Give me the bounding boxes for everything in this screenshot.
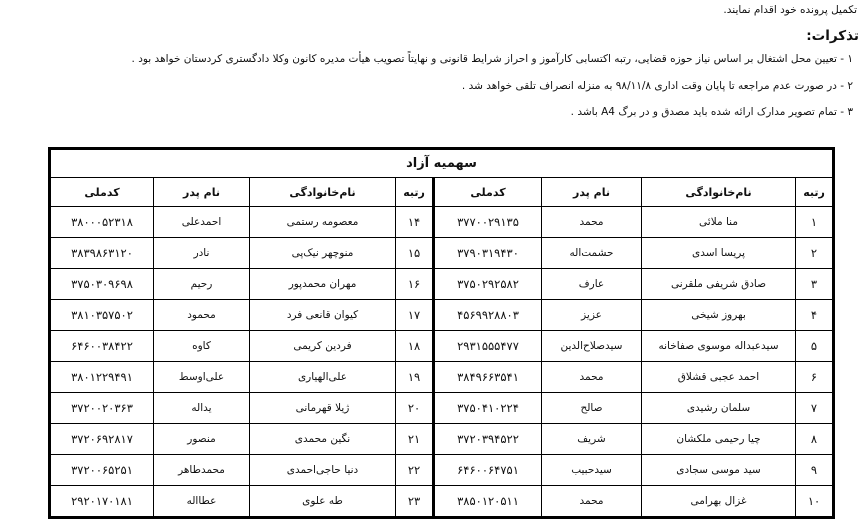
notes-title: تذکرات:: [806, 28, 859, 44]
rank-cell: ۱۸: [396, 331, 434, 362]
father-name-cell: صالح: [542, 393, 642, 424]
surname-cell: طه علوی: [250, 486, 396, 518]
surname-cell: مهران محمدپور: [250, 269, 396, 300]
national-code-cell: ۳۷۷۰۰۲۹۱۳۵: [434, 207, 542, 238]
father-name-cell: علی‌اوسط: [154, 362, 250, 393]
table-caption: سهمیه آزاد: [50, 149, 834, 178]
surname-cell: ژیلا قهرمانی: [250, 393, 396, 424]
father-name-cell: عارف: [542, 269, 642, 300]
surname-cell: کیوان قانعی فرد: [250, 300, 396, 331]
rank-cell: ۴: [796, 300, 834, 331]
table-row: [50, 300, 834, 331]
note-1: ۱ - تعیین محل اشتغال بر اساس نیاز حوزه قضایی، رتبه اکتسابی کارآموز و احراز شرایط قانونی و نهایتاً تصویب هیأت مدیره کانون وکلا دادگستری کردستان خواهد بود .: [131, 53, 853, 65]
table-row: [50, 207, 834, 238]
rank-cell: ۹: [796, 455, 834, 486]
national-code-cell: ۳۷۵۰۳۰۹۶۹۸: [50, 269, 154, 300]
rank-cell: ۸: [796, 424, 834, 455]
national-code-cell: ۲۹۲۰۱۷۰۱۸۱: [50, 486, 154, 518]
national-code-cell: ۳۷۵۰۴۱۰۲۲۴: [434, 393, 542, 424]
rank-cell: ۲۱: [396, 424, 434, 455]
national-code-cell: ۳۷۲۰۳۹۴۵۲۲: [434, 424, 542, 455]
father-name-cell: سیدحبیب: [542, 455, 642, 486]
national-code-cell: ۳۸۴۹۶۶۳۵۴۱: [434, 362, 542, 393]
table-row: [50, 362, 834, 393]
column-header: رتبه: [796, 178, 834, 207]
surname-cell: احمد عجبی قشلاق: [642, 362, 796, 393]
rank-cell: ۵: [796, 331, 834, 362]
father-name-cell: حشمت‌اله: [542, 238, 642, 269]
surname-cell: نگین محمدی: [250, 424, 396, 455]
column-header: نام پدر: [154, 178, 250, 207]
father-name-cell: محمد: [542, 486, 642, 518]
national-code-cell: ۴۵۶۹۹۲۸۸۰۳: [434, 300, 542, 331]
national-code-cell: ۳۸۳۹۸۶۳۱۲۰: [50, 238, 154, 269]
father-name-cell: منصور: [154, 424, 250, 455]
surname-cell: پریسا اسدی: [642, 238, 796, 269]
surname-cell: غزال بهرامی: [642, 486, 796, 518]
national-code-cell: ۳۸۰۱۲۲۹۴۹۱: [50, 362, 154, 393]
national-code-cell: ۳۸۰۰۰۵۲۳۱۸: [50, 207, 154, 238]
rank-cell: ۲۰: [396, 393, 434, 424]
column-header: نام‌خانوادگی: [642, 178, 796, 207]
father-name-cell: شریف: [542, 424, 642, 455]
table-header-row: [50, 178, 834, 207]
rank-cell: ۱۴: [396, 207, 434, 238]
father-name-cell: محمدطاهر: [154, 455, 250, 486]
rank-cell: ۱۵: [396, 238, 434, 269]
national-code-cell: ۳۷۹۰۳۱۹۴۳۰: [434, 238, 542, 269]
surname-cell: سلمان رشیدی: [642, 393, 796, 424]
surname-cell: علی‌الهیاری: [250, 362, 396, 393]
father-name-cell: عزیز: [542, 300, 642, 331]
national-code-cell: ۲۹۳۱۵۵۵۴۷۷: [434, 331, 542, 362]
surname-cell: سید موسی سجادی: [642, 455, 796, 486]
rank-cell: ۷: [796, 393, 834, 424]
father-name-cell: نادر: [154, 238, 250, 269]
intro-text: تکمیل پرونده خود اقدام نمایند.: [723, 4, 857, 16]
table-row: [50, 393, 834, 424]
note-3: ۳ - تمام تصویر مدارک ارائه شده باید مصدق و در برگ A4 باشد .: [570, 106, 853, 118]
father-name-cell: یداله: [154, 393, 250, 424]
surname-cell: دنیا حاجی‌احمدی: [250, 455, 396, 486]
surname-cell: چیا رحیمی ملکشان: [642, 424, 796, 455]
surname-cell: بهروز شیخی: [642, 300, 796, 331]
national-code-cell: ۳۷۲۰۶۹۲۸۱۷: [50, 424, 154, 455]
father-name-cell: کاوه: [154, 331, 250, 362]
surname-cell: سیدعبداله موسوی صفاخانه: [642, 331, 796, 362]
column-header: کدملی: [50, 178, 154, 207]
rank-cell: ۲۳: [396, 486, 434, 518]
surname-cell: منا ملائی: [642, 207, 796, 238]
column-header: رتبه: [396, 178, 434, 207]
national-code-cell: ۳۷۲۰۰۲۰۳۶۳: [50, 393, 154, 424]
father-name-cell: سیدصلاح‌الدین: [542, 331, 642, 362]
rank-cell: ۱۹: [396, 362, 434, 393]
table-row: [50, 331, 834, 362]
surname-cell: منوچهر نیک‌پی: [250, 238, 396, 269]
surname-cell: معصومه رستمی: [250, 207, 396, 238]
free-quota-table: [48, 147, 835, 519]
rank-cell: ۱: [796, 207, 834, 238]
father-name-cell: محمد: [542, 362, 642, 393]
father-name-cell: رحیم: [154, 269, 250, 300]
note-2: ۲ - در صورت عدم مراجعه تا پایان وقت اداری ۹۸/۱۱/۸ به منزله انصراف تلقی خواهد شد .: [461, 80, 853, 92]
rank-cell: ۱۶: [396, 269, 434, 300]
national-code-cell: ۶۴۶۰۰۶۴۷۵۱: [434, 455, 542, 486]
column-header: نام‌خانوادگی: [250, 178, 396, 207]
father-name-cell: عطااله: [154, 486, 250, 518]
rank-cell: ۲: [796, 238, 834, 269]
column-header: نام پدر: [542, 178, 642, 207]
table-body: [50, 207, 834, 518]
father-name-cell: احمدعلی: [154, 207, 250, 238]
national-code-cell: ۳۷۲۰۰۶۵۲۵۱: [50, 455, 154, 486]
rank-cell: ۶: [796, 362, 834, 393]
table-row: [50, 424, 834, 455]
surname-cell: صادق شریفی ملقرنی: [642, 269, 796, 300]
rank-cell: ۳: [796, 269, 834, 300]
table-row: [50, 269, 834, 300]
father-name-cell: محمود: [154, 300, 250, 331]
national-code-cell: ۳۷۵۰۲۹۲۵۸۲: [434, 269, 542, 300]
table-row: [50, 238, 834, 269]
rank-cell: ۲۲: [396, 455, 434, 486]
table-row: [50, 486, 834, 518]
rank-cell: ۱۰: [796, 486, 834, 518]
national-code-cell: ۶۴۶۰۰۳۸۴۲۲: [50, 331, 154, 362]
table-row: [50, 455, 834, 486]
father-name-cell: محمد: [542, 207, 642, 238]
free-quota-table-container: [48, 147, 832, 519]
national-code-cell: ۳۸۵۰۱۲۰۵۱۱: [434, 486, 542, 518]
national-code-cell: ۳۸۱۰۳۵۷۵۰۲: [50, 300, 154, 331]
surname-cell: فردین کریمی: [250, 331, 396, 362]
rank-cell: ۱۷: [396, 300, 434, 331]
column-header: کدملی: [434, 178, 542, 207]
